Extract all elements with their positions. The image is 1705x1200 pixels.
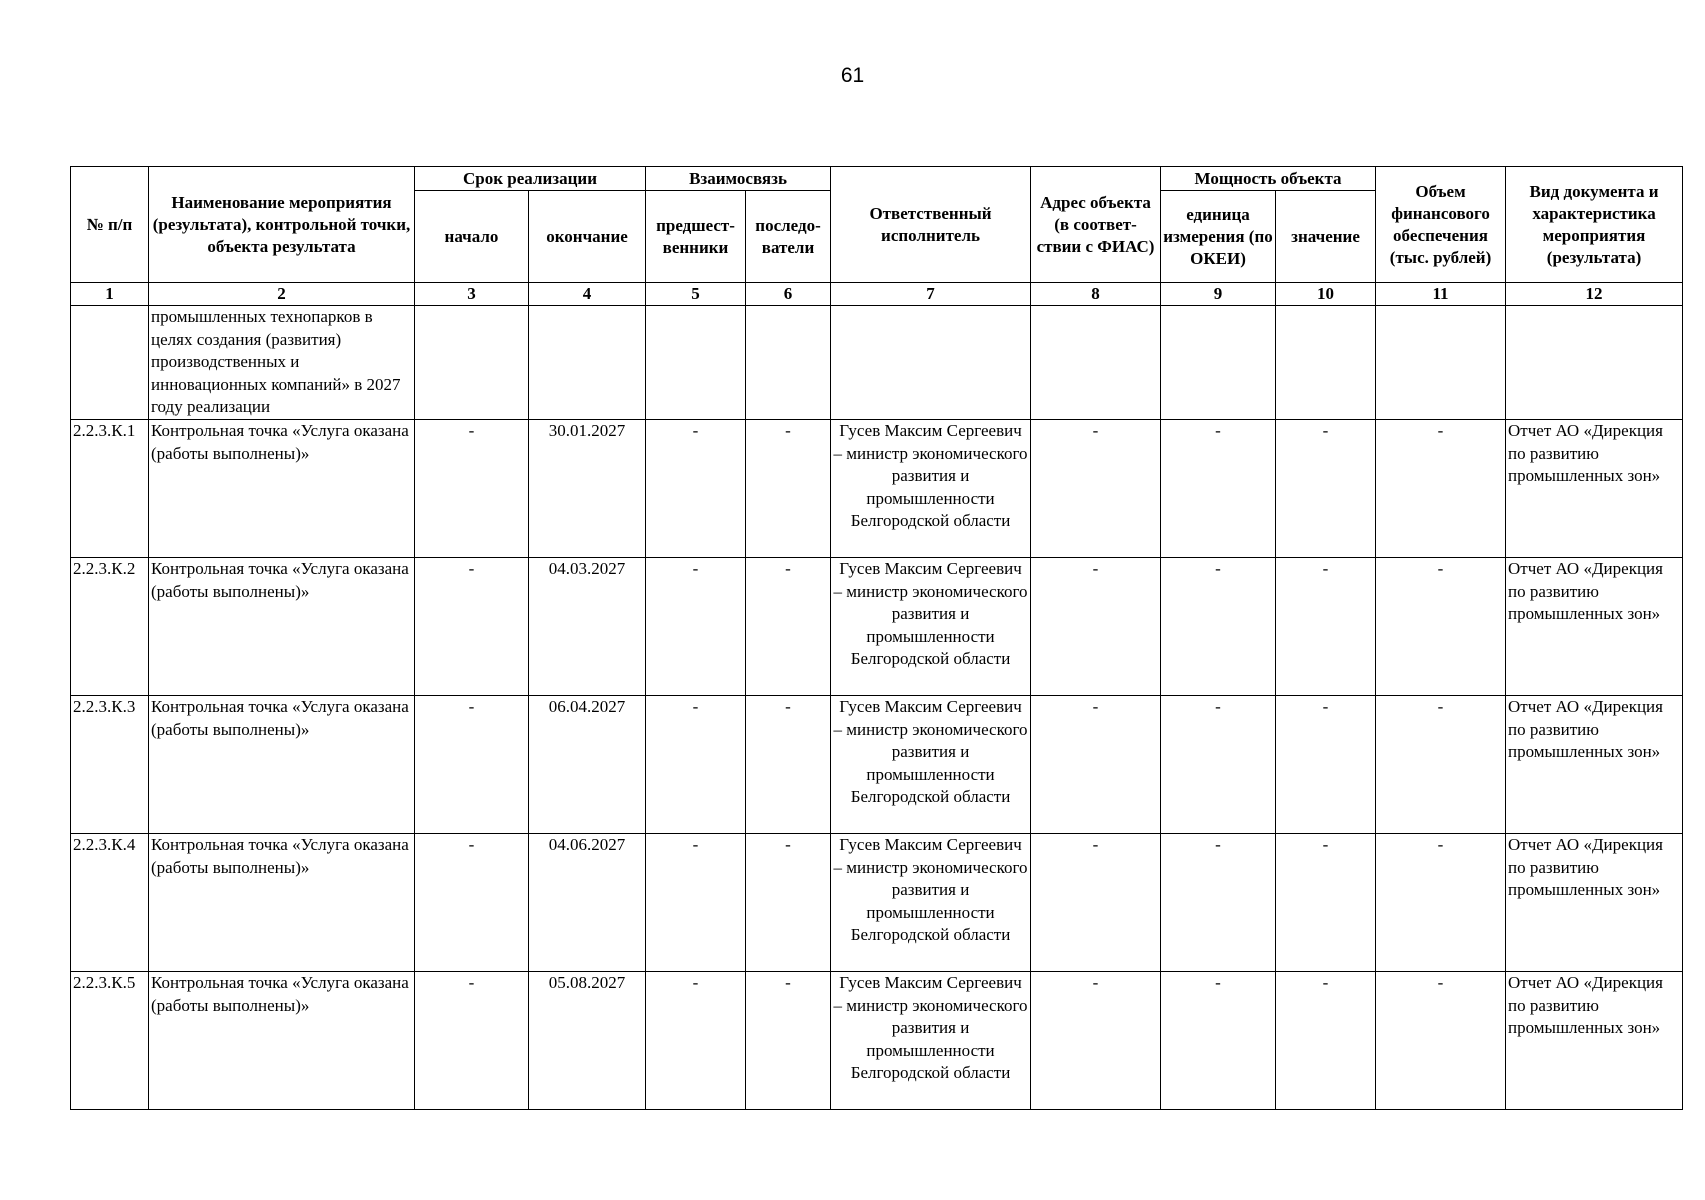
cell-responsible: Гусев Максим Сергеевич – министр экономического развития и промышленности Белгородской области <box>831 557 1031 695</box>
cell-end: 04.03.2027 <box>529 557 646 695</box>
cell-end: 30.01.2027 <box>529 419 646 557</box>
table-row <box>71 833 1683 971</box>
cell-finance: - <box>1376 419 1506 557</box>
cell-num: 2.2.3.К.3 <box>71 695 149 833</box>
cell-finance: - <box>1376 833 1506 971</box>
cell-responsible: Гусев Максим Сергеевич – министр экономического развития и промышленности Белгородской области <box>831 419 1031 557</box>
cell-prev: - <box>646 695 746 833</box>
header-capacity-unit: единица измерения (по ОКЕИ) <box>1161 191 1276 283</box>
table-row <box>71 971 1683 1109</box>
table-row <box>71 695 1683 833</box>
cell-value: - <box>1276 833 1376 971</box>
column-number: 4 <box>529 283 646 306</box>
cell-next: - <box>746 695 831 833</box>
column-number: 7 <box>831 283 1031 306</box>
header-finance: Объем финансового обеспечения (тыс. рублей) <box>1376 167 1506 283</box>
column-number: 2 <box>149 283 415 306</box>
header-term-end: окончание <box>529 191 646 283</box>
cell-value: - <box>1276 557 1376 695</box>
cell-num: 2.2.3.К.2 <box>71 557 149 695</box>
header-link-next: последо-ватели <box>746 191 831 283</box>
cell-num: 2.2.3.К.5 <box>71 971 149 1109</box>
cell-prev: - <box>646 419 746 557</box>
cell-name: Контрольная точка «Услуга оказана (работы выполнены)» <box>149 419 415 557</box>
cell-start: - <box>415 695 529 833</box>
cell-name: Контрольная точка «Услуга оказана (работы выполнены)» <box>149 695 415 833</box>
cell-end: 06.04.2027 <box>529 695 646 833</box>
cell-next: - <box>746 971 831 1109</box>
cell-start: - <box>415 419 529 557</box>
cell-start: - <box>415 557 529 695</box>
cell-end: 05.08.2027 <box>529 971 646 1109</box>
cell-unit: - <box>1161 419 1276 557</box>
cell-value: - <box>1276 419 1376 557</box>
cell-next: - <box>746 419 831 557</box>
header-term-start: начало <box>415 191 529 283</box>
cell-responsible: Гусев Максим Сергеевич – министр экономического развития и промышленности Белгородской области <box>831 695 1031 833</box>
continuation-name: промышленных технопарков в целях создания (развития) производственных и инновационных компаний» в 2027 году реализации <box>149 306 415 420</box>
cell-unit: - <box>1161 695 1276 833</box>
page-number: 61 <box>840 64 865 87</box>
header-responsible: Ответственный исполнитель <box>831 167 1031 283</box>
cell-finance: - <box>1376 557 1506 695</box>
column-number: 12 <box>1506 283 1683 306</box>
implementation-plan-table <box>70 166 1683 1110</box>
cell-unit: - <box>1161 833 1276 971</box>
cell-finance: - <box>1376 695 1506 833</box>
cell-prev: - <box>646 833 746 971</box>
column-number: 3 <box>415 283 529 306</box>
cell-next: - <box>746 557 831 695</box>
cell-name: Контрольная точка «Услуга оказана (работы выполнены)» <box>149 557 415 695</box>
column-number: 9 <box>1161 283 1276 306</box>
cell-num: 2.2.3.К.4 <box>71 833 149 971</box>
cell-address: - <box>1031 833 1161 971</box>
cell-name: Контрольная точка «Услуга оказана (работы выполнены)» <box>149 971 415 1109</box>
header-capacity-value: значение <box>1276 191 1376 283</box>
cell-document: Отчет АО «Дирекция по развитию промышленных зон» <box>1506 971 1683 1109</box>
cell-value: - <box>1276 971 1376 1109</box>
cell-prev: - <box>646 971 746 1109</box>
cell-address: - <box>1031 971 1161 1109</box>
header-address: Адрес объекта (в соответ-ствии с ФИАС) <box>1031 167 1161 283</box>
cell-finance: - <box>1376 971 1506 1109</box>
header-num: № п/п <box>71 167 149 283</box>
cell-unit: - <box>1161 971 1276 1109</box>
cell-start: - <box>415 971 529 1109</box>
table-row <box>71 419 1683 557</box>
column-number: 1 <box>71 283 149 306</box>
cell-document: Отчет АО «Дирекция по развитию промышленных зон» <box>1506 833 1683 971</box>
table-row-continuation <box>71 306 1683 420</box>
cell-value: - <box>1276 695 1376 833</box>
cell-prev: - <box>646 557 746 695</box>
header-name: Наименование мероприятия (результата), контрольной точки, объекта результата <box>149 167 415 283</box>
header-term-group: Срок реализации <box>415 167 646 191</box>
cell-responsible: Гусев Максим Сергеевич – министр экономического развития и промышленности Белгородской области <box>831 971 1031 1109</box>
cell-document: Отчет АО «Дирекция по развитию промышленных зон» <box>1506 557 1683 695</box>
header-link-prev: предшест-венники <box>646 191 746 283</box>
header-link-group: Взаимосвязь <box>646 167 831 191</box>
column-number: 5 <box>646 283 746 306</box>
cell-name: Контрольная точка «Услуга оказана (работы выполнены)» <box>149 833 415 971</box>
column-number: 8 <box>1031 283 1161 306</box>
column-number: 6 <box>746 283 831 306</box>
cell-address: - <box>1031 695 1161 833</box>
cell-document: Отчет АО «Дирекция по развитию промышленных зон» <box>1506 695 1683 833</box>
cell-document: Отчет АО «Дирекция по развитию промышленных зон» <box>1506 419 1683 557</box>
column-number: 11 <box>1376 283 1506 306</box>
cell-responsible: Гусев Максим Сергеевич – министр экономического развития и промышленности Белгородской области <box>831 833 1031 971</box>
cell-address: - <box>1031 557 1161 695</box>
table-row <box>71 557 1683 695</box>
cell-start: - <box>415 833 529 971</box>
cell-address: - <box>1031 419 1161 557</box>
header-capacity-group: Мощность объекта <box>1161 167 1376 191</box>
cell-next: - <box>746 833 831 971</box>
column-number: 10 <box>1276 283 1376 306</box>
cell-end: 04.06.2027 <box>529 833 646 971</box>
header-document: Вид документа и характеристика мероприятия (результата) <box>1506 167 1683 283</box>
cell-unit: - <box>1161 557 1276 695</box>
cell-num: 2.2.3.К.1 <box>71 419 149 557</box>
